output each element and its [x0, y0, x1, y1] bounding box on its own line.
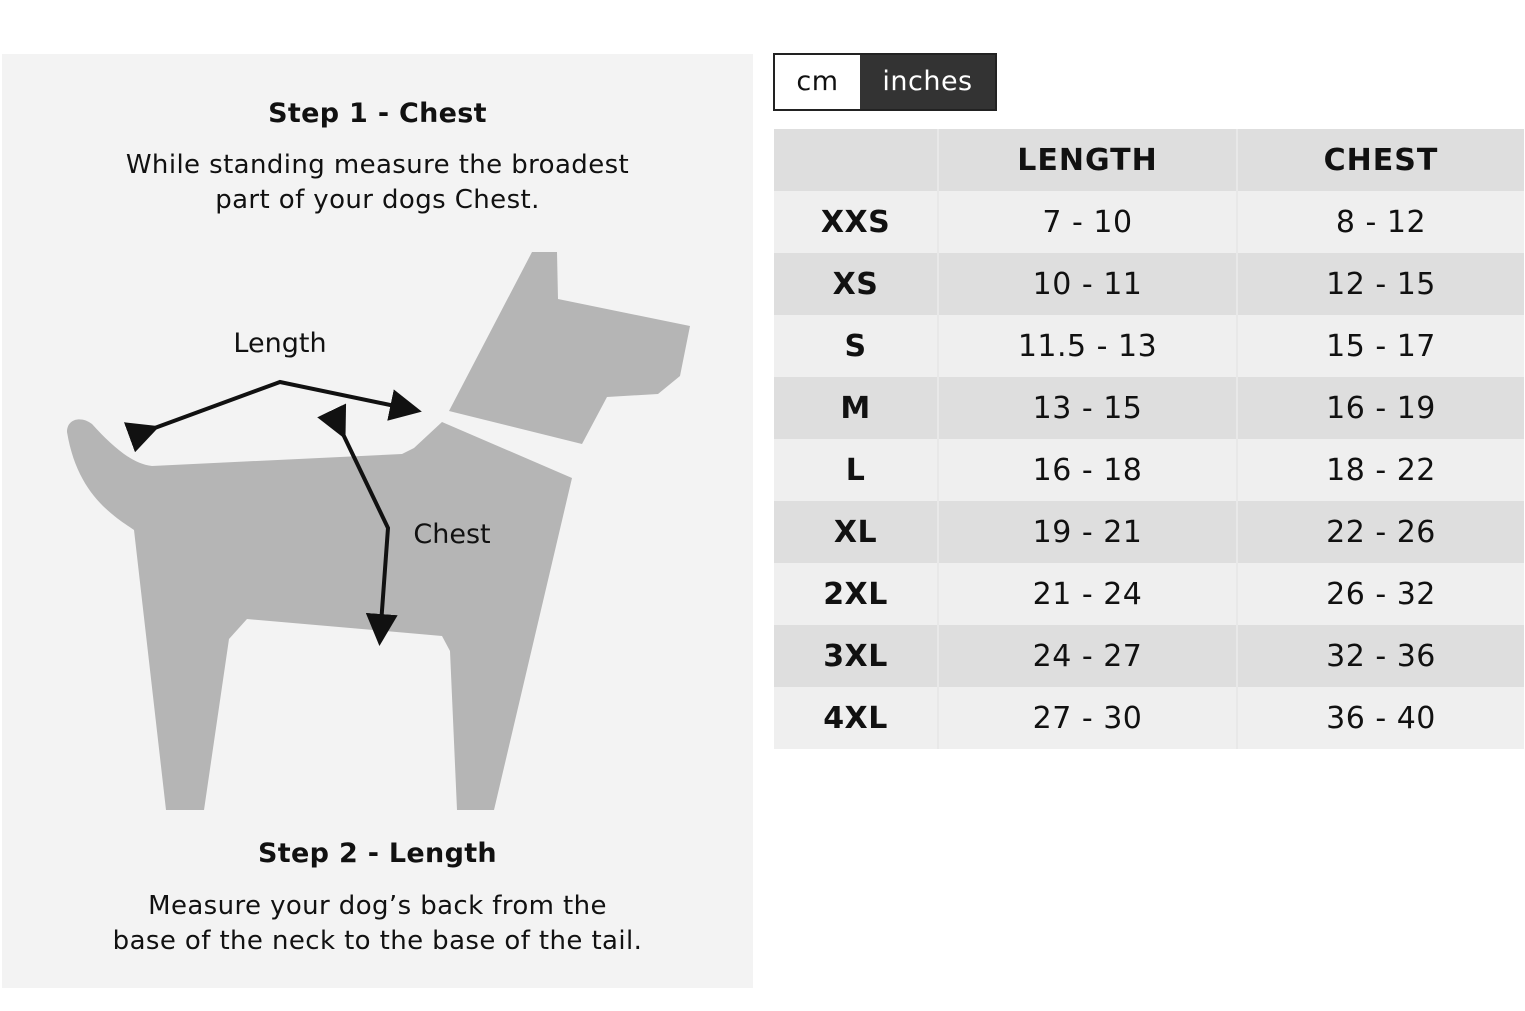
table-row [774, 377, 1524, 439]
table-row [774, 687, 1524, 749]
table-row [774, 253, 1524, 315]
length-cell: 19 - 21 [938, 501, 1237, 563]
step2-line2: base of the neck to the base of the tail. [112, 926, 643, 956]
unit-cm-button[interactable]: cm [775, 55, 860, 109]
length-cell: 10 - 11 [938, 253, 1237, 315]
size-chart-table [774, 129, 1524, 749]
length-cell: 21 - 24 [938, 563, 1237, 625]
length-cell: 7 - 10 [938, 191, 1237, 253]
unit-inches-button[interactable]: inches [860, 55, 995, 109]
chest-cell: 36 - 40 [1237, 687, 1524, 749]
measuring-guide-panel [2, 54, 753, 988]
length-cell: 27 - 30 [938, 687, 1237, 749]
table-row [774, 501, 1524, 563]
length-cell: 11.5 - 13 [938, 315, 1237, 377]
chest-cell: 8 - 12 [1237, 191, 1524, 253]
table-header-row [774, 129, 1524, 191]
header-size [774, 129, 938, 191]
chest-cell: 18 - 22 [1237, 439, 1524, 501]
chest-cell: 32 - 36 [1237, 625, 1524, 687]
step1-line1: While standing measure the broadest [125, 150, 630, 180]
chest-cell: 22 - 26 [1237, 501, 1524, 563]
header-chest: CHEST [1237, 129, 1524, 191]
dog-head-shape [449, 252, 690, 444]
table-row [774, 439, 1524, 501]
unit-toggle [773, 53, 997, 111]
chest-label: Chest [413, 519, 491, 550]
step1-title: Step 1 - Chest [268, 98, 487, 129]
step1-line2: part of your dogs Chest. [215, 185, 540, 215]
length-cell: 16 - 18 [938, 439, 1237, 501]
size-cell: 3XL [774, 625, 938, 687]
dog-body-shape [67, 419, 572, 810]
length-cell: 24 - 27 [938, 625, 1237, 687]
size-cell: L [774, 439, 938, 501]
chest-cell: 16 - 19 [1237, 377, 1524, 439]
table-row [774, 625, 1524, 687]
step2-line1: Measure your dog’s back from the [148, 891, 607, 921]
chest-cell: 26 - 32 [1237, 563, 1524, 625]
chest-cell: 15 - 17 [1237, 315, 1524, 377]
header-length: LENGTH [938, 129, 1237, 191]
length-label: Length [233, 328, 327, 359]
size-cell: XL [774, 501, 938, 563]
size-cell: 4XL [774, 687, 938, 749]
size-cell: S [774, 315, 938, 377]
step2-title: Step 2 - Length [258, 838, 497, 869]
table-row [774, 563, 1524, 625]
size-cell: XXS [774, 191, 938, 253]
size-cell: XS [774, 253, 938, 315]
chest-cell: 12 - 15 [1237, 253, 1524, 315]
step2-instructions [2, 889, 753, 959]
size-cell: 2XL [774, 563, 938, 625]
size-cell: M [774, 377, 938, 439]
length-arrow [152, 382, 414, 429]
length-cell: 13 - 15 [938, 377, 1237, 439]
table-row [774, 191, 1524, 253]
table-row [774, 315, 1524, 377]
